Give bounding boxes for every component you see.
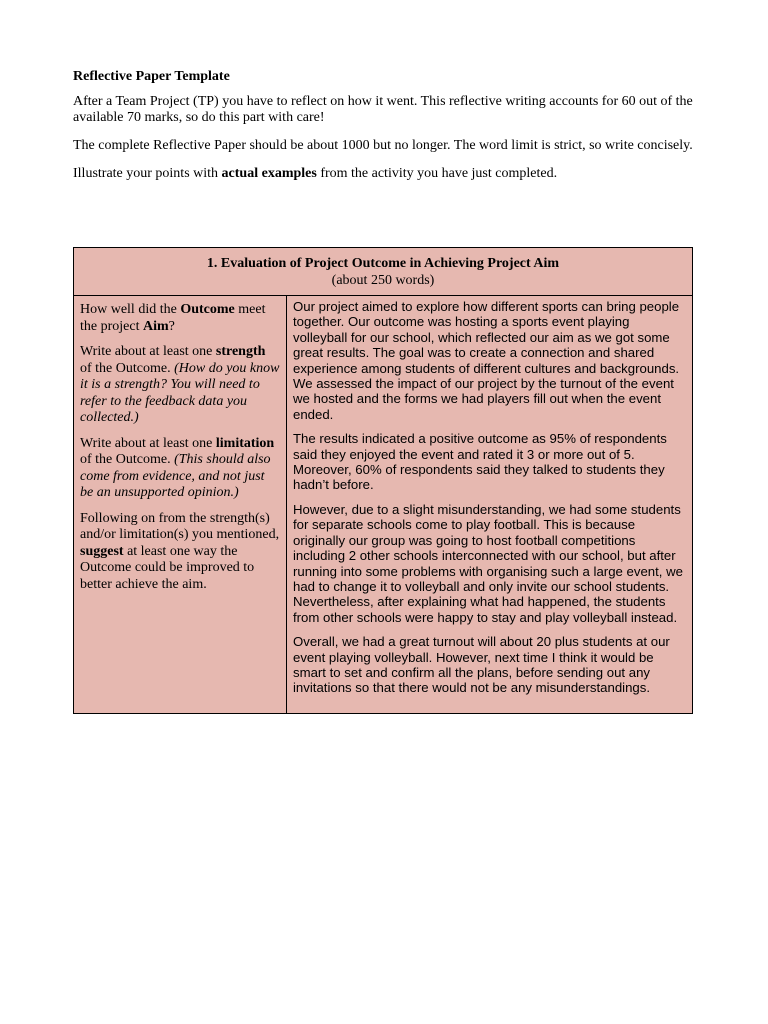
prompt-text: Write about at least one: [80, 435, 216, 451]
prompt-text: at least one way the Outcome could be improved to better achieve the aim.: [80, 543, 255, 592]
answer-paragraph-1: Our project aimed to explore how different sports can bring people together. Our outcome was hosting a sports event playing volleyball for our school, which reflected our aim as we got some great results. The goal was to create a connection and shared experience among students of different cultures and backgrounds. We assessed the impact of our project by the turnout of the event we hosted and the forms we had players fill out when the event ended.: [293, 299, 680, 422]
prompt-text: meet the project: [80, 302, 266, 334]
prompt-question-2: [80, 344, 280, 427]
intro-paragraph-1: After a Team Project (TP) you have to reflect on how it went. This reflective writing accounts for 60 out of the available 70 marks, so do this part with care!: [73, 94, 693, 125]
prompt-question-4: [80, 511, 280, 594]
prompt-bold: suggest: [80, 543, 124, 559]
section-heading: 1. Evaluation of Project Outcome in Achieving Project Aim: [206, 256, 560, 271]
intro-paragraph-2: The complete Reflective Paper should be about 1000 but no longer. The word limit is strict, so write concisely.: [73, 138, 693, 153]
prompt-italic: (How do you know it is a strength? You will need to refer to the feedback data you collected.): [80, 360, 280, 425]
answers-cell: [287, 296, 693, 714]
prompt-text: Write about at least one: [80, 344, 216, 359]
prompt-bold: strength: [215, 344, 266, 359]
intro-p3-bold: actual examples: [221, 166, 317, 181]
answer-paragraph-3: However, due to a slight misunderstanding, we had some students for separate schools come to play football. This is because originally our group was going to host football competitions including 2 other schools interconnected with our school, but after running into some problems with organising such a large event, we had to change it to volleyball and only invite our school students. Nevertheless, after explaining what had happened, the students from other schools were happy to stay and play volleyball instead.: [293, 501, 683, 625]
answer-paragraph-2: The results indicated a positive outcome as 95% of respondents said they enjoyed the event and rated it 3 or more out of 5. Moreover, 60% of respondents said they talked to students they hadn’t before.: [293, 431, 667, 493]
prompt-bold: limitation: [215, 435, 275, 451]
table-content-row: [74, 296, 693, 714]
prompts-cell: [74, 296, 287, 714]
section-header-cell: [74, 248, 693, 296]
table-header-row: [74, 248, 693, 296]
prompt-text: of the Outcome.: [80, 452, 175, 467]
answer-paragraph-4: Overall, we had a great turnout will about 20 plus students at our event playing volleyball. However, next time I think it would be smart to set and confirm all the plans, before sending out any invitations so that there would not be any misunderstandings.: [293, 634, 670, 696]
prompt-text: How well did the: [80, 302, 181, 317]
section-subheading: (about 250 words): [331, 273, 435, 288]
prompt-bold: Aim: [142, 318, 169, 334]
prompt-italic: (This should also come from evidence, and not just be an unsupported opinion.): [80, 452, 271, 500]
intro-p3-before: Illustrate your points with: [73, 166, 222, 181]
document-body: [73, 68, 703, 194]
intro-paragraph-3: [73, 166, 703, 182]
document-title: Reflective Paper Template: [73, 69, 230, 84]
prompt-text: ?: [168, 318, 175, 334]
evaluation-table: [73, 247, 693, 714]
prompt-text: of the Outcome.: [80, 360, 175, 376]
prompt-question-3: [80, 436, 280, 502]
prompt-bold: Outcome: [180, 302, 235, 317]
prompt-text: Following on from the strength(s) and/or limitation(s) you mentioned,: [80, 510, 280, 542]
prompt-question-1: [80, 302, 280, 335]
intro-p3-after: from the activity you have just completed.: [316, 166, 558, 181]
